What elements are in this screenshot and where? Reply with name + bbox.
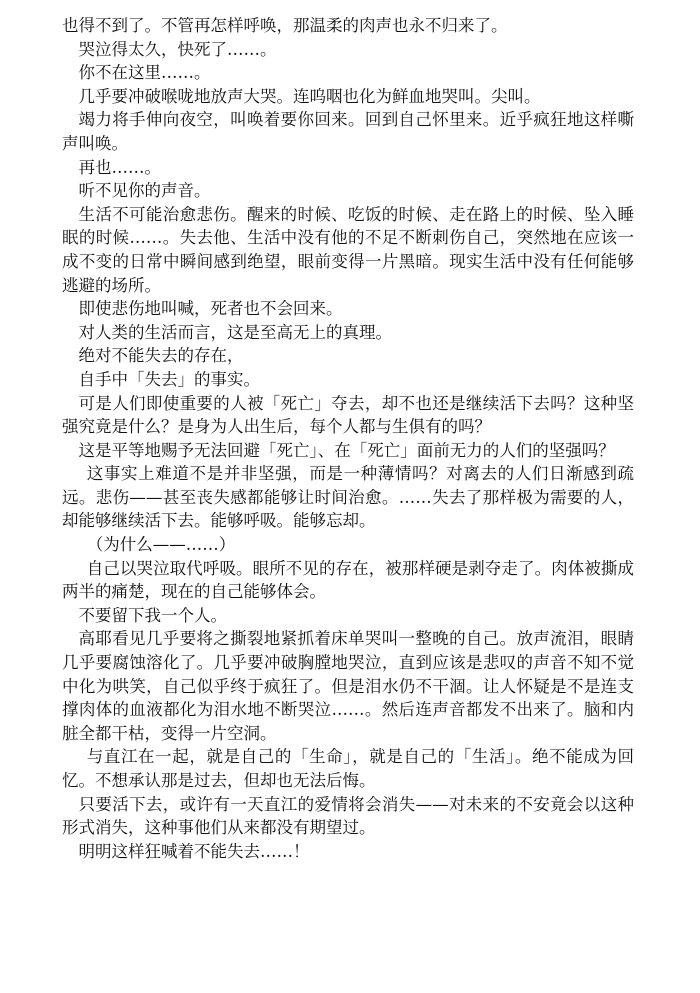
paragraph: 听不见你的声音。 <box>78 181 211 201</box>
paragraph: 即使悲伤地叫喊，死者也不会回来。 <box>78 299 343 319</box>
paragraph: 不要留下我一个人。 <box>78 605 227 625</box>
paragraph: （为什么——……） <box>86 535 236 555</box>
paragraph: 对人类的生活而言，这是至高无上的真理。 <box>78 322 392 342</box>
paragraph: 高耶看见几乎要将之撕裂地紧抓着床单哭叫一整晚的自己。放声流泪，眼睛几乎要腐蚀溶化了。几乎要冲破胸膛地哭泣，直到应该是悲叹的声音不知不觉中化为哄笑，自己似乎终于疯狂了。但是泪水仍不干涸。让人怀疑是不是连支撑肉体的血液都化为泪水地不断哭泣……。然后连声音都发不出来了。脑和内脏全都干枯，变得一片空洞。 <box>62 629 634 743</box>
book-page <box>62 14 634 863</box>
paragraph: 这是平等地赐予无法回避「死亡」、在「死亡」面前无力的人们的坚强吗？ <box>78 440 615 460</box>
paragraph: 与直江在一起，就是自己的「生命」，就是自己的「生活」。绝不能成为回忆。不想承认那是过去，但却也无法后悔。 <box>62 747 634 790</box>
paragraph: 再也……。 <box>78 157 161 177</box>
paragraph: 绝对不能失去的存在， <box>78 346 244 366</box>
paragraph: 可是人们即使重要的人被「死亡」夺去，却不也还是继续活下去吗？这种坚强究竟是什么？是身为人出生后，每个人都与生俱有的吗？ <box>62 393 634 437</box>
paragraph: 哭泣得太久，快死了……。 <box>78 39 277 59</box>
paragraph: 生活不可能治愈悲伤。醒来的时候、吃饭的时候、走在路上的时候、坠入睡眠的时候……。失去他、生活中没有他的不足不断刺伤自己，突然地在应该一成不变的日常中瞬间感到绝望，眼前变得一片黑暗。现实生活中没有任何能够逃避的场所。 <box>62 204 634 295</box>
paragraph: 只要活下去，或许有一天直江的爱情将会消失——对未来的不安竟会以这种形式消失，这种事他们从来都没有期望过。 <box>62 794 634 838</box>
paragraph: 几乎要冲破喉咙地放声大哭。连呜咽也化为鲜血地哭叫。尖叫。 <box>78 86 541 106</box>
paragraph: 明明这样狂喊着不能失去……！ <box>78 841 310 861</box>
paragraph: 自手中「失去」的事实。 <box>78 369 260 389</box>
paragraph: 你不在这里……。 <box>78 63 211 83</box>
paragraph: 竭力将手伸向夜空，叫唤着要你回来。回到自己怀里来。近乎疯狂地这样嘶声叫唤。 <box>62 110 634 153</box>
paragraph: 这事实上难道不是并非坚强，而是一种薄情吗？对离去的人们日渐感到疏远。悲伤——甚至丧失感都能够让时间治愈。……失去了那样极为需要的人，却能够继续活下去。能够呼吸。能够忘却。 <box>62 464 634 531</box>
paragraph: 也得不到了。不管再怎样呼唤，那温柔的肉声也永不归来了。 <box>62 16 508 35</box>
paragraph: 自己以哭泣取代呼吸。眼所不见的存在，被那样硬是剥夺走了。肉体被撕成两半的痛楚，现在的自己能够体会。 <box>62 558 634 602</box>
